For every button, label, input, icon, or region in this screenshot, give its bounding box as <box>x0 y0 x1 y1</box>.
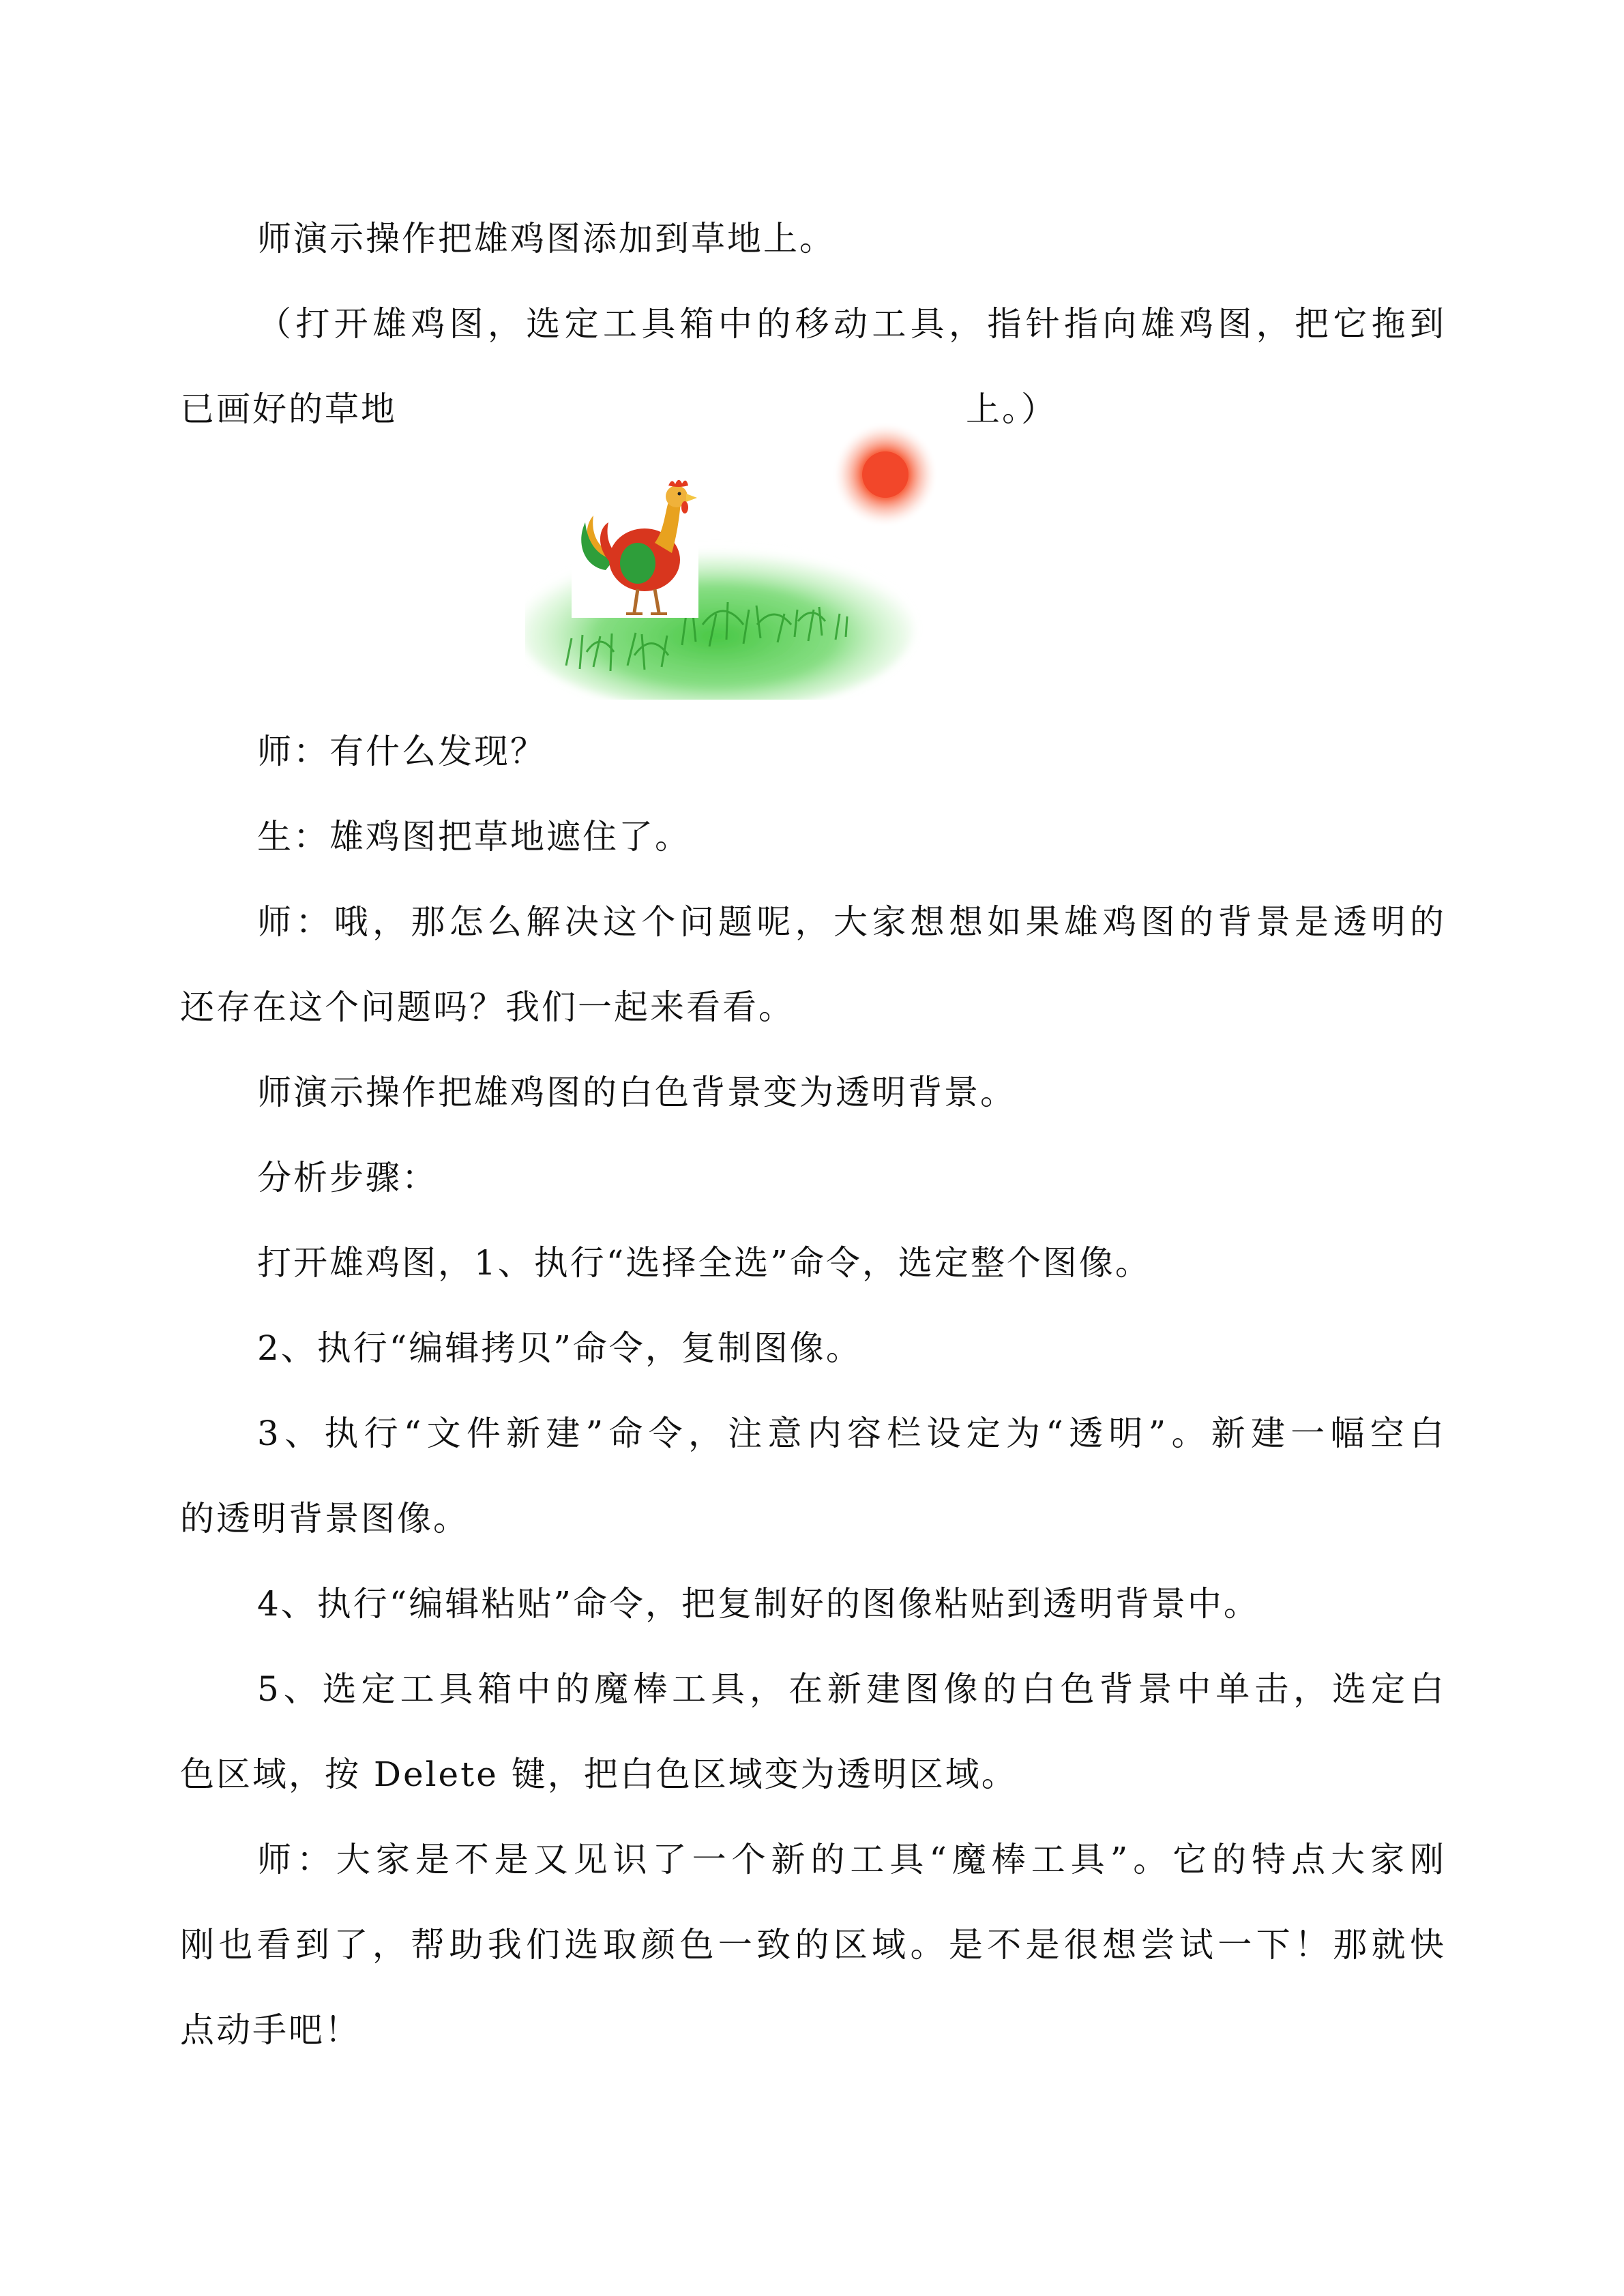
paragraph-student-answer: 生：雄鸡图把草地遮住了。 <box>257 817 691 856</box>
rooster-on-grass-illustration <box>525 420 941 700</box>
paragraph-demo-add-rooster: 师演示操作把雄鸡图添加到草地上。 <box>257 219 836 258</box>
paragraph-instructions-line1: （打开雄鸡图，选定工具箱中的移动工具，指针指向雄鸡图，把它拖到 <box>257 304 1446 344</box>
paragraph-analysis-steps-heading: 分析步骤： <box>257 1158 438 1197</box>
paragraph-teacher-question: 师：有什么发现？ <box>257 732 546 771</box>
paragraph-teacher-transparent-line1: 师：哦，那怎么解决这个问题呢，大家想想如果雄鸡图的背景是透明的 <box>257 902 1446 942</box>
paragraph-demo-transparent-background: 师演示操作把雄鸡图的白色背景变为透明背景。 <box>257 1073 1016 1112</box>
paragraph-instructions-line2-left: 已画好的草地 <box>180 389 397 429</box>
sun-icon <box>818 421 941 543</box>
paragraph-step-2: 2、执行“编辑拷贝”命令，复制图像。 <box>257 1328 862 1368</box>
paragraph-step-1: 打开雄鸡图，1、执行“选择全选”命令，选定整个图像。 <box>257 1243 1151 1283</box>
paragraph-step-4: 4、执行“编辑粘贴”命令，把复制好的图像粘贴到透明背景中。 <box>257 1584 1260 1624</box>
paragraph-teacher-transparent-line2: 还存在这个问题吗？我们一起来看看。 <box>180 987 795 1027</box>
paragraph-instructions-line2-right: 上。） <box>966 389 1057 429</box>
paragraph-step-5-line2: 色区域，按 Delete 键，把白色区域变为透明区域。 <box>180 1755 1018 1794</box>
paragraph-step-3-line2: 的透明背景图像。 <box>180 1499 469 1538</box>
paragraph-magic-wand-line2: 刚也看到了，帮助我们选取颜色一致的区域。是不是很想尝试一下！那就快 <box>180 1925 1446 1965</box>
rooster-icon <box>572 472 698 618</box>
paragraph-magic-wand-line1: 师：大家是不是又见识了一个新的工具“魔棒工具”。它的特点大家刚 <box>257 1840 1446 1879</box>
paragraph-magic-wand-line3: 点动手吧！ <box>180 2010 361 2050</box>
paragraph-step-3-line1: 3、执行“文件新建”命令，注意内容栏设定为“透明”。新建一幅空白 <box>257 1414 1446 1453</box>
paragraph-step-5-line1: 5、选定工具箱中的魔棒工具，在新建图像的白色背景中单击，选定白 <box>257 1669 1446 1709</box>
